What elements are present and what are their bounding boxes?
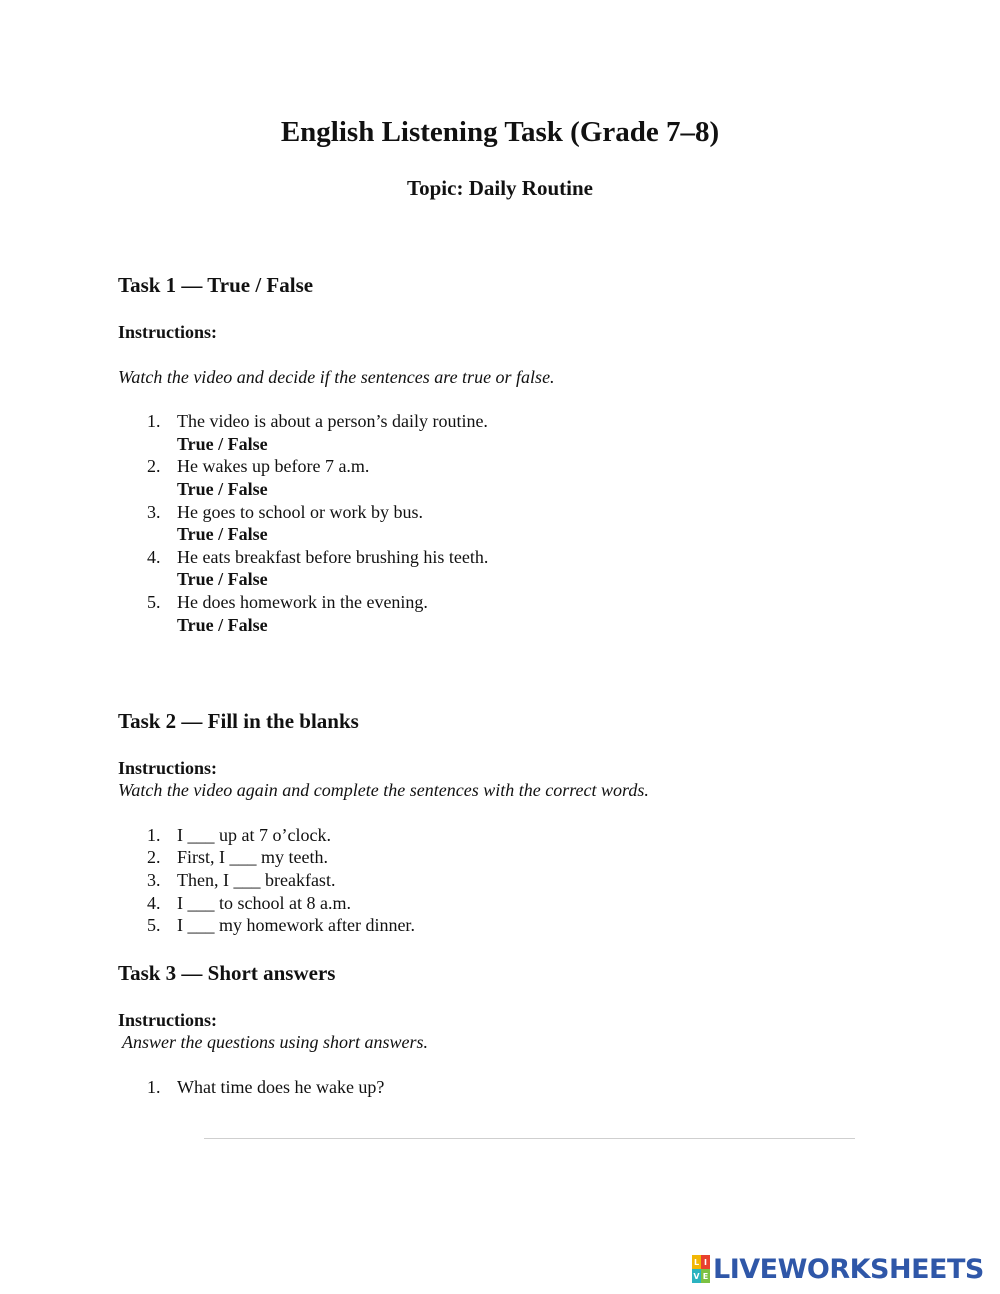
- task2-item-5[interactable]: [147, 915, 415, 936]
- task1-item-3: [147, 502, 423, 523]
- task1-item-1-answer[interactable]: True / False: [177, 434, 268, 454]
- task3-item-1: [147, 1077, 384, 1098]
- item-number: 1.: [147, 1077, 161, 1097]
- task2-item-1[interactable]: [147, 825, 331, 846]
- item-number: 1.: [147, 825, 161, 845]
- item-text: The video is about a person’s daily routine.: [177, 411, 488, 431]
- item-number: 4.: [147, 893, 161, 913]
- task2-item-2[interactable]: [147, 847, 328, 868]
- task1-instructions-label: Instructions:: [118, 322, 218, 342]
- task1-instructions-text: Watch the video and decide if the sentences are true or false.: [118, 367, 555, 387]
- logo-text: LIVEWORKSHEETS: [713, 1253, 984, 1285]
- item-number: 1.: [147, 411, 161, 431]
- logo-letter-i: I: [701, 1255, 710, 1269]
- item-number: 3.: [147, 870, 161, 890]
- task2-item-3[interactable]: [147, 870, 335, 891]
- item-text: I ___ to school at 8 a.m.: [177, 893, 351, 913]
- task3-heading: Task 3 — Short answers: [118, 961, 336, 985]
- task3-instructions-text: Answer the questions using short answers.: [122, 1032, 429, 1052]
- item-number: 5.: [147, 592, 161, 612]
- item-text: He goes to school or work by bus.: [177, 502, 423, 522]
- logo-mark-icon: [692, 1255, 710, 1283]
- task2-instructions-label: Instructions:: [118, 758, 218, 778]
- answer-line[interactable]: [204, 1138, 855, 1139]
- item-text: I ___ my homework after dinner.: [177, 915, 415, 935]
- page-topic: Topic: Daily Routine: [407, 176, 593, 200]
- logo-letter-v: V: [692, 1269, 701, 1283]
- task3-instructions-label: Instructions:: [118, 1010, 218, 1030]
- item-number: 5.: [147, 915, 161, 935]
- item-text: He does homework in the evening.: [177, 592, 428, 612]
- item-text: He eats breakfast before brushing his teeth.: [177, 547, 489, 567]
- task2-instructions-text: Watch the video again and complete the sentences with the correct words.: [118, 780, 649, 800]
- item-number: 3.: [147, 502, 161, 522]
- item-text: Then, I ___ breakfast.: [177, 870, 336, 890]
- task1-item-5: [147, 592, 428, 613]
- task1-item-2: [147, 456, 369, 477]
- item-number: 4.: [147, 547, 161, 567]
- item-number: 2.: [147, 456, 161, 476]
- task1-item-3-answer[interactable]: True / False: [177, 524, 268, 544]
- task2-item-4[interactable]: [147, 893, 351, 914]
- task1-item-2-answer[interactable]: True / False: [177, 479, 268, 499]
- item-text: What time does he wake up?: [177, 1077, 385, 1097]
- liveworksheets-logo: [692, 1253, 984, 1285]
- logo-letter-e: E: [701, 1269, 710, 1283]
- item-text: He wakes up before 7 a.m.: [177, 456, 370, 476]
- page-title: English Listening Task (Grade 7–8): [280, 116, 720, 148]
- item-text: First, I ___ my teeth.: [177, 847, 328, 867]
- task1-item-4-answer[interactable]: True / False: [177, 569, 268, 589]
- task1-item-5-answer[interactable]: True / False: [177, 615, 268, 635]
- item-text: I ___ up at 7 o’clock.: [177, 825, 331, 845]
- item-number: 2.: [147, 847, 161, 867]
- logo-letter-l: L: [692, 1255, 701, 1269]
- task1-item-1: [147, 411, 488, 432]
- task2-heading: Task 2 — Fill in the blanks: [118, 709, 359, 733]
- task1-item-4: [147, 547, 488, 568]
- task1-heading: Task 1 — True / False: [118, 273, 314, 297]
